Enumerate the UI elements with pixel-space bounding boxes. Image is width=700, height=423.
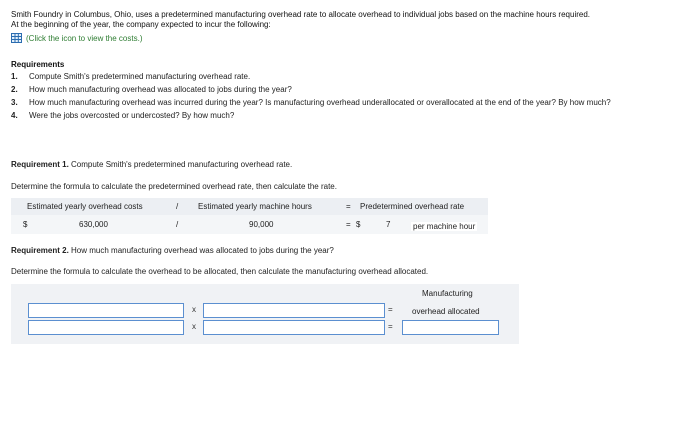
predetermined-rate-header: Predetermined overhead rate [360, 202, 465, 211]
estimated-machine-hours-header: Estimated yearly machine hours [198, 202, 312, 211]
overhead-rate-header-row [11, 198, 488, 215]
equals-operator: = [346, 220, 351, 229]
requirement-1-heading [11, 160, 292, 169]
equals-operator: = [346, 202, 351, 211]
requirement-text: Compute Smith's predetermined manufacturing overhead rate. [29, 72, 251, 81]
requirement-number: 3. [11, 98, 18, 107]
intro-line-1: Smith Foundry in Columbus, Ohio, uses a predetermined manufacturing overhead rate to allocate overhead to individual jobs based on the machine hours required. [11, 10, 591, 19]
requirement-number: 2. [11, 85, 18, 94]
estimated-overhead-costs-header: Estimated yearly overhead costs [27, 202, 143, 211]
currency-symbol: $ [356, 220, 361, 229]
table-icon[interactable] [11, 33, 22, 43]
problem-intro [11, 10, 590, 30]
view-costs-label[interactable]: (Click the icon to view the costs.) [26, 33, 143, 43]
manufacturing-header: Manufacturing [422, 289, 473, 298]
requirements-list [11, 72, 689, 124]
currency-symbol: $ [23, 220, 28, 229]
requirement-text: Were the jobs overcosted or undercosted? By how much? [29, 111, 235, 120]
requirement-number: 1. [11, 72, 18, 81]
rate-unit-label: per machine hour [413, 222, 476, 231]
overhead-allocated-table [11, 284, 519, 344]
requirements-heading: Requirements [11, 60, 65, 69]
divide-operator: / [176, 202, 179, 211]
requirement-1-label: Requirement 1. [11, 160, 69, 169]
requirement-1-instruction: Determine the formula to calculate the predetermined overhead rate, then calculate the rate. [11, 182, 337, 191]
requirement-item [11, 72, 689, 82]
predetermined-rate-value[interactable]: 7 [386, 220, 391, 229]
requirement-text: How much manufacturing overhead was incurred during the year? Is manufacturing overhead underallocated or overallocated at the end of the year? By how much? [29, 98, 611, 107]
divide-operator: / [176, 220, 179, 229]
intro-line-2: At the beginning of the year, the company expected to incur the following: [11, 20, 271, 29]
view-costs-link[interactable] [11, 33, 142, 43]
requirement-2-label: Requirement 2. [11, 246, 69, 255]
overhead-allocated-header: overhead allocated [412, 307, 480, 316]
equals-operator: = [388, 322, 393, 331]
allocation-factor-1-input[interactable] [28, 303, 184, 318]
allocation-factor-2-input[interactable] [203, 303, 385, 318]
multiply-operator: x [192, 322, 196, 331]
requirement-1-text: Compute Smith's predetermined manufacturing overhead rate. [68, 160, 293, 169]
requirement-2-heading [11, 246, 334, 255]
multiply-operator: x [192, 305, 196, 314]
requirement-2-instruction: Determine the formula to calculate the overhead to be allocated, then calculate the manufacturing overhead allocated. [11, 267, 429, 276]
overhead-rate-value-row [11, 215, 488, 234]
requirement-text: How much manufacturing overhead was allocated to jobs during the year? [29, 85, 292, 94]
requirement-number: 4. [11, 111, 18, 120]
allocation-value-1-input[interactable] [28, 320, 184, 335]
requirement-item [11, 98, 689, 108]
estimated-overhead-value[interactable]: 630,000 [79, 220, 108, 229]
requirement-2-text: How much manufacturing overhead was allocated to jobs during the year? [68, 246, 334, 255]
overhead-allocated-input[interactable] [402, 320, 499, 335]
equals-operator: = [388, 305, 393, 314]
requirement-item [11, 111, 689, 121]
allocation-value-2-input[interactable] [203, 320, 385, 335]
overhead-rate-table [11, 198, 488, 234]
estimated-hours-value[interactable]: 90,000 [249, 220, 274, 229]
requirement-item [11, 85, 689, 95]
